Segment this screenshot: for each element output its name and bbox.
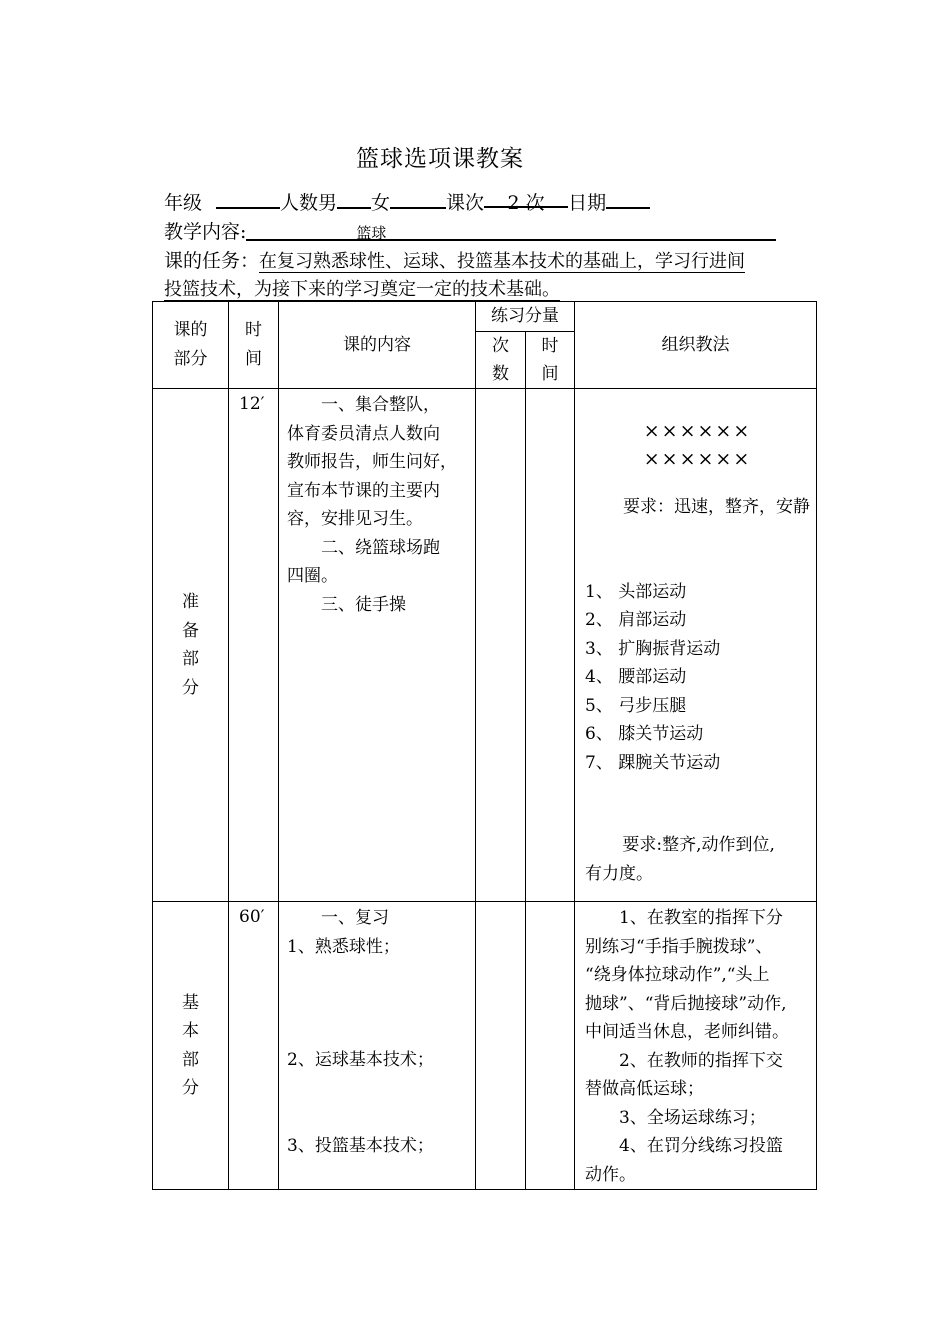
prep-content: [279, 389, 476, 902]
method-line: 4、在罚分线练习投篮: [619, 1136, 783, 1156]
method-line: 中间适当休息，老师纠错。: [585, 1022, 789, 1042]
basic-count-cell: [476, 902, 526, 1190]
exercise-item: 2、 肩部运动: [585, 610, 687, 630]
header-practice: 练习分量: [476, 302, 575, 332]
exercise-item: 4、 腰部运动: [585, 667, 687, 687]
lesson-table: [152, 301, 817, 1190]
header-method: 组织教法: [575, 302, 817, 389]
method-line: 抛球”、“背后抛接球”动作,: [585, 993, 787, 1014]
prep-requirement-1: 要求：迅速，整齐，安静: [623, 497, 810, 517]
prep-requirement-2-cont: 有力度。: [585, 863, 653, 884]
basic-content-line: 1、熟悉球性；: [287, 936, 400, 957]
prep-content-line: 容，安排见习生。: [287, 509, 423, 529]
prep-content-line: 宣布本节课的主要内: [287, 480, 440, 501]
content-value: 篮球: [356, 224, 387, 242]
grade-field[interactable]: [216, 189, 280, 209]
prep-content-line: 三、徒手操: [321, 594, 406, 615]
male-count-field[interactable]: [337, 189, 371, 209]
prep-content-line: 教师报告，师生问好，: [287, 452, 457, 472]
task-text-1: 在复习熟悉球性、运球、投篮基本技术的基础上，学习行进间: [259, 251, 746, 272]
header-practice-time: 时 间: [526, 332, 575, 389]
female-label: 女: [371, 192, 391, 214]
task-line: [164, 246, 745, 273]
lesson-number-field[interactable]: 2 次: [484, 188, 568, 208]
prep-practice-time-cell: [526, 389, 575, 902]
formation-row: ××××××: [643, 448, 752, 470]
exercise-list: [585, 578, 810, 778]
exercise-item: 5、 弓步压腿: [585, 695, 687, 716]
prep-time: 12′: [229, 389, 279, 902]
page-title: 篮球选项课教案: [356, 146, 524, 172]
basic-content: [279, 902, 476, 1190]
method-line: “绕身体拉球动作”,“头上: [585, 965, 770, 985]
prep-requirement-2: 要求:整齐,动作到位,: [622, 835, 775, 855]
header-part: 课的 部分: [153, 302, 229, 389]
method-line: 2、在教师的指挥下交: [619, 1050, 783, 1071]
exercise-item: 6、 膝关节运动: [585, 724, 704, 744]
female-count-field[interactable]: [390, 189, 446, 209]
basic-content-line: 3、投篮基本技术；: [287, 1135, 434, 1156]
method-line: 动作。: [585, 1164, 636, 1185]
basic-method: [575, 902, 817, 1190]
prep-row: [153, 389, 817, 902]
count-label: 人数男: [280, 192, 338, 214]
method-line: 别练习“手指手腕拨球”、: [585, 936, 773, 957]
task-line-2: [164, 275, 560, 301]
exercise-item: 7、 踝腕关节运动: [585, 752, 721, 773]
task-text-2: 投篮技术，为接下来的学习奠定一定的技术基础。: [164, 279, 560, 300]
date-field[interactable]: [606, 189, 650, 209]
basic-content-line: 一、复习: [321, 908, 389, 928]
task-label: 课的任务：: [164, 250, 260, 272]
prep-content-line: 体育委员清点人数向: [287, 423, 440, 444]
method-line: 1、在教室的指挥下分: [619, 908, 783, 928]
grade-label: 年级: [164, 192, 203, 214]
formation-diagram: [585, 417, 810, 473]
exercise-item: 1、 头部运动: [585, 581, 687, 602]
basic-content-line: 2、运球基本技术；: [287, 1050, 434, 1070]
content-line: [164, 217, 776, 244]
basic-row: [153, 902, 817, 1190]
basic-part-label: 基 本 部 分: [153, 902, 229, 1190]
prep-content-line: 一、集合整队，: [321, 395, 440, 415]
prep-count-cell: [476, 389, 526, 902]
basic-practice-time-cell: [526, 902, 575, 1190]
lesson-label: 课次: [446, 192, 485, 214]
date-label: 日期: [568, 192, 607, 214]
prep-method: [575, 389, 817, 902]
formation-row: ××××××: [643, 420, 752, 442]
content-field[interactable]: [246, 221, 776, 241]
header-count: 次 数: [476, 332, 526, 389]
prep-content-line: 四圈。: [287, 566, 338, 586]
exercise-item: 3、 扩胸振背运动: [585, 638, 721, 659]
prep-part-label: 准 备 部 分: [153, 389, 229, 902]
info-line: [164, 188, 650, 215]
header-row: [153, 302, 817, 332]
prep-content-line: 二、绕篮球场跑: [321, 537, 440, 558]
content-label: 教学内容:: [164, 221, 247, 243]
method-line: 3、全场运球练习；: [619, 1107, 766, 1128]
header-content: 课的内容: [279, 302, 476, 389]
header-time: 时 间: [229, 302, 279, 389]
basic-time: 60′: [229, 902, 279, 1190]
method-line: 替做高低运球；: [585, 1079, 704, 1099]
